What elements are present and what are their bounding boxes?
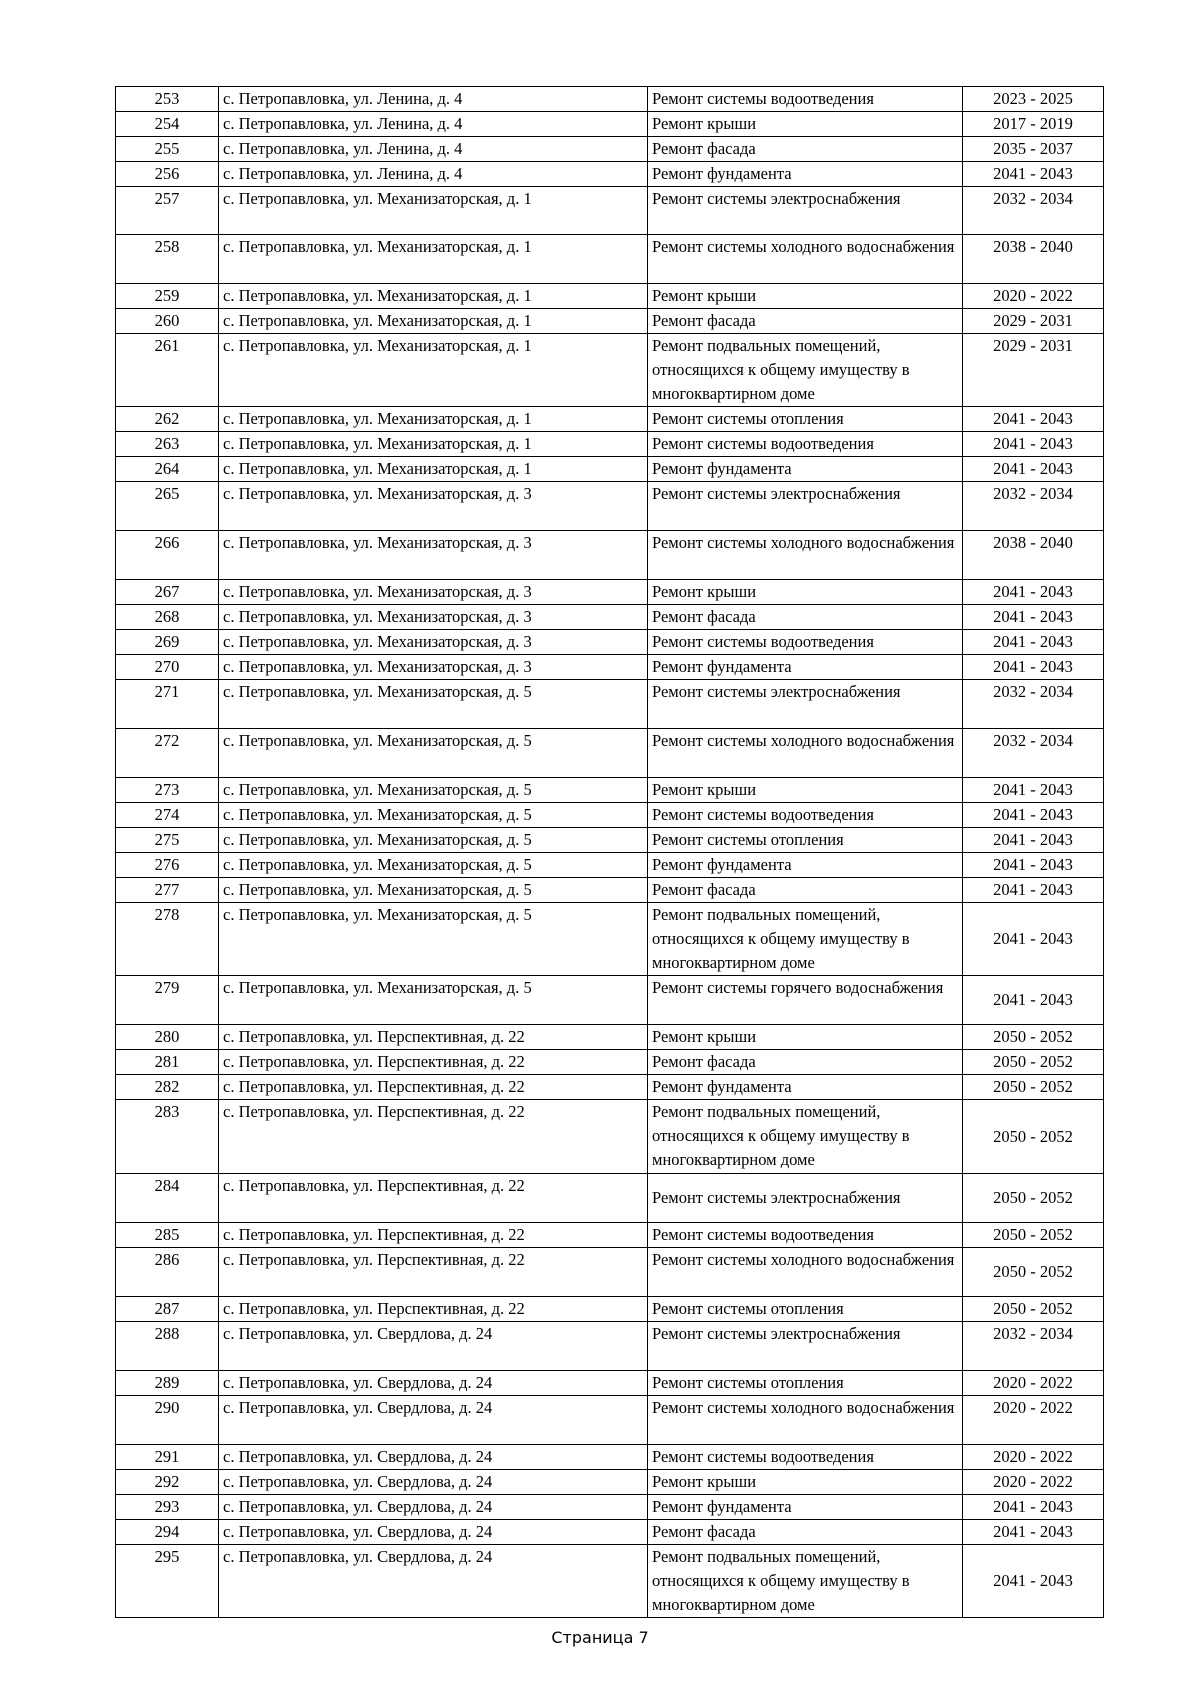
table-row — [116, 1520, 1104, 1545]
row-number: 284 — [116, 1174, 219, 1223]
table-row — [116, 187, 1104, 235]
row-address: с. Петропавловка, ул. Свердлова, д. 24 — [219, 1470, 648, 1495]
row-work-type: Ремонт системы водоотведения — [648, 630, 963, 655]
row-address: с. Петропавловка, ул. Механизаторская, д. 5 — [219, 853, 648, 878]
row-period: 2020 - 2022 — [963, 1396, 1104, 1445]
row-period: 2020 - 2022 — [963, 1445, 1104, 1470]
table-row — [116, 309, 1104, 334]
row-number: 262 — [116, 407, 219, 432]
table-row — [116, 112, 1104, 137]
page-number: Страница 7 — [551, 1628, 649, 1647]
row-number: 276 — [116, 853, 219, 878]
row-number: 253 — [116, 87, 219, 112]
row-address: с. Петропавловка, ул. Ленина, д. 4 — [219, 87, 648, 112]
row-period: 2020 - 2022 — [963, 1371, 1104, 1396]
row-address: с. Петропавловка, ул. Перспективная, д. 22 — [219, 1025, 648, 1050]
table-row — [116, 482, 1104, 531]
row-address: с. Петропавловка, ул. Механизаторская, д. 3 — [219, 531, 648, 580]
row-address: с. Петропавловка, ул. Механизаторская, д. 1 — [219, 187, 648, 235]
row-number: 279 — [116, 976, 219, 1025]
row-work-type: Ремонт фасада — [648, 309, 963, 334]
row-number: 254 — [116, 112, 219, 137]
table-row — [116, 162, 1104, 187]
row-work-type: Ремонт системы отопления — [648, 828, 963, 853]
table-row — [116, 1174, 1104, 1223]
row-work-type: Ремонт фасада — [648, 605, 963, 630]
works-table — [115, 86, 1104, 1618]
row-number: 260 — [116, 309, 219, 334]
row-number: 272 — [116, 729, 219, 778]
row-address: с. Петропавловка, ул. Перспективная, д. 22 — [219, 1223, 648, 1248]
row-work-type: Ремонт фасада — [648, 1520, 963, 1545]
row-address: с. Петропавловка, ул. Механизаторская, д. 5 — [219, 729, 648, 778]
row-work-type: Ремонт крыши — [648, 580, 963, 605]
row-work-type: Ремонт фундамента — [648, 1495, 963, 1520]
row-work-type: Ремонт системы отопления — [648, 407, 963, 432]
row-address: с. Петропавловка, ул. Механизаторская, д. 5 — [219, 680, 648, 729]
row-number: 290 — [116, 1396, 219, 1445]
row-period: 2050 - 2052 — [963, 1248, 1104, 1297]
row-work-type: Ремонт системы отопления — [648, 1297, 963, 1322]
row-work-type: Ремонт крыши — [648, 1025, 963, 1050]
row-period: 2032 - 2034 — [963, 187, 1104, 235]
row-period: 2029 - 2031 — [963, 309, 1104, 334]
row-period: 2041 - 2043 — [963, 853, 1104, 878]
row-period: 2017 - 2019 — [963, 112, 1104, 137]
row-address: с. Петропавловка, ул. Механизаторская, д. 1 — [219, 284, 648, 309]
row-period: 2035 - 2037 — [963, 137, 1104, 162]
table-row — [116, 137, 1104, 162]
row-number: 282 — [116, 1075, 219, 1100]
row-number: 263 — [116, 432, 219, 457]
table-row — [116, 729, 1104, 778]
row-number: 273 — [116, 778, 219, 803]
table-row — [116, 878, 1104, 903]
row-work-type: Ремонт крыши — [648, 778, 963, 803]
table-row — [116, 1050, 1104, 1075]
row-address: с. Петропавловка, ул. Свердлова, д. 24 — [219, 1445, 648, 1470]
row-period: 2041 - 2043 — [963, 162, 1104, 187]
table-row — [116, 828, 1104, 853]
row-number: 286 — [116, 1248, 219, 1297]
row-number: 280 — [116, 1025, 219, 1050]
row-period: 2032 - 2034 — [963, 729, 1104, 778]
row-address: с. Петропавловка, ул. Ленина, д. 4 — [219, 137, 648, 162]
row-period: 2032 - 2034 — [963, 680, 1104, 729]
row-number: 274 — [116, 803, 219, 828]
row-work-type: Ремонт подвальных помещений, относящихся к общему имуществу в многоквартирном доме — [648, 903, 963, 976]
row-period: 2050 - 2052 — [963, 1050, 1104, 1075]
row-address: с. Петропавловка, ул. Механизаторская, д. 1 — [219, 432, 648, 457]
table-row — [116, 235, 1104, 284]
row-work-type: Ремонт системы электроснабжения — [648, 1322, 963, 1371]
row-period: 2041 - 2043 — [963, 580, 1104, 605]
row-number: 271 — [116, 680, 219, 729]
row-address: с. Петропавловка, ул. Перспективная, д. 22 — [219, 1075, 648, 1100]
row-number: 285 — [116, 1223, 219, 1248]
row-work-type: Ремонт фундамента — [648, 655, 963, 680]
row-number: 291 — [116, 1445, 219, 1470]
row-work-type: Ремонт системы электроснабжения — [648, 1174, 963, 1223]
row-work-type: Ремонт крыши — [648, 284, 963, 309]
table-row — [116, 87, 1104, 112]
row-period: 2050 - 2052 — [963, 1100, 1104, 1174]
table-row — [116, 976, 1104, 1025]
row-work-type: Ремонт фасада — [648, 878, 963, 903]
row-work-type: Ремонт системы водоотведения — [648, 432, 963, 457]
row-number: 293 — [116, 1495, 219, 1520]
row-work-type: Ремонт системы водоотведения — [648, 87, 963, 112]
row-period: 2041 - 2043 — [963, 878, 1104, 903]
row-address: с. Петропавловка, ул. Перспективная, д. 22 — [219, 1248, 648, 1297]
row-work-type: Ремонт подвальных помещений, относящихся к общему имуществу в многоквартирном доме — [648, 1100, 963, 1174]
row-address: с. Петропавловка, ул. Механизаторская, д. 5 — [219, 976, 648, 1025]
row-period: 2050 - 2052 — [963, 1174, 1104, 1223]
table-row — [116, 457, 1104, 482]
row-number: 275 — [116, 828, 219, 853]
row-number: 264 — [116, 457, 219, 482]
row-work-type: Ремонт системы холодного водоснабжения — [648, 1248, 963, 1297]
table-row — [116, 903, 1104, 976]
row-work-type: Ремонт крыши — [648, 1470, 963, 1495]
row-period: 2041 - 2043 — [963, 1545, 1104, 1618]
table-row — [116, 1545, 1104, 1618]
row-address: с. Петропавловка, ул. Механизаторская, д. 3 — [219, 630, 648, 655]
row-number: 288 — [116, 1322, 219, 1371]
row-period: 2041 - 2043 — [963, 803, 1104, 828]
row-period: 2032 - 2034 — [963, 482, 1104, 531]
row-period: 2041 - 2043 — [963, 903, 1104, 976]
row-work-type: Ремонт системы электроснабжения — [648, 187, 963, 235]
row-address: с. Петропавловка, ул. Перспективная, д. 22 — [219, 1174, 648, 1223]
row-period: 2038 - 2040 — [963, 235, 1104, 284]
row-work-type: Ремонт фасада — [648, 1050, 963, 1075]
row-number: 295 — [116, 1545, 219, 1618]
row-address: с. Петропавловка, ул. Ленина, д. 4 — [219, 112, 648, 137]
row-number: 256 — [116, 162, 219, 187]
row-address: с. Петропавловка, ул. Механизаторская, д. 1 — [219, 457, 648, 482]
row-work-type: Ремонт фасада — [648, 137, 963, 162]
table-row — [116, 1322, 1104, 1371]
row-address: с. Петропавловка, ул. Перспективная, д. 22 — [219, 1297, 648, 1322]
table-row — [116, 1025, 1104, 1050]
row-address: с. Петропавловка, ул. Свердлова, д. 24 — [219, 1396, 648, 1445]
table-row — [116, 1223, 1104, 1248]
row-address: с. Петропавловка, ул. Механизаторская, д. 5 — [219, 828, 648, 853]
row-address: с. Петропавловка, ул. Механизаторская, д. 1 — [219, 235, 648, 284]
row-work-type: Ремонт системы водоотведения — [648, 1223, 963, 1248]
table-row — [116, 284, 1104, 309]
row-address: с. Петропавловка, ул. Механизаторская, д. 1 — [219, 407, 648, 432]
row-address: с. Петропавловка, ул. Механизаторская, д. 5 — [219, 878, 648, 903]
row-address: с. Петропавловка, ул. Ленина, д. 4 — [219, 162, 648, 187]
row-number: 294 — [116, 1520, 219, 1545]
row-number: 268 — [116, 605, 219, 630]
table-row — [116, 1248, 1104, 1297]
row-work-type: Ремонт системы электроснабжения — [648, 482, 963, 531]
row-number: 267 — [116, 580, 219, 605]
row-work-type: Ремонт фундамента — [648, 853, 963, 878]
table-row — [116, 630, 1104, 655]
row-work-type: Ремонт фундамента — [648, 1075, 963, 1100]
table-row — [116, 407, 1104, 432]
table-row — [116, 605, 1104, 630]
row-address: с. Петропавловка, ул. Свердлова, д. 24 — [219, 1371, 648, 1396]
table-row — [116, 1371, 1104, 1396]
row-period: 2041 - 2043 — [963, 605, 1104, 630]
row-period: 2020 - 2022 — [963, 1470, 1104, 1495]
row-work-type: Ремонт системы водоотведения — [648, 803, 963, 828]
table-row — [116, 334, 1104, 407]
row-period: 2050 - 2052 — [963, 1297, 1104, 1322]
row-number: 265 — [116, 482, 219, 531]
table-row — [116, 655, 1104, 680]
row-number: 283 — [116, 1100, 219, 1174]
row-work-type: Ремонт системы холодного водоснабжения — [648, 729, 963, 778]
row-address: с. Петропавловка, ул. Механизаторская, д. 5 — [219, 778, 648, 803]
row-address: с. Петропавловка, ул. Механизаторская, д. 3 — [219, 580, 648, 605]
row-period: 2041 - 2043 — [963, 457, 1104, 482]
row-number: 258 — [116, 235, 219, 284]
table-row — [116, 1297, 1104, 1322]
row-work-type: Ремонт системы электроснабжения — [648, 680, 963, 729]
table-row — [116, 1470, 1104, 1495]
row-period: 2032 - 2034 — [963, 1322, 1104, 1371]
row-period: 2041 - 2043 — [963, 432, 1104, 457]
row-address: с. Петропавловка, ул. Механизаторская, д. 5 — [219, 903, 648, 976]
row-number: 281 — [116, 1050, 219, 1075]
row-work-type: Ремонт подвальных помещений, относящихся к общему имуществу в многоквартирном доме — [648, 1545, 963, 1618]
row-address: с. Петропавловка, ул. Свердлова, д. 24 — [219, 1520, 648, 1545]
row-period: 2041 - 2043 — [963, 828, 1104, 853]
row-number: 257 — [116, 187, 219, 235]
row-number: 259 — [116, 284, 219, 309]
row-period: 2041 - 2043 — [963, 976, 1104, 1025]
row-address: с. Петропавловка, ул. Свердлова, д. 24 — [219, 1495, 648, 1520]
row-number: 269 — [116, 630, 219, 655]
row-period: 2038 - 2040 — [963, 531, 1104, 580]
row-period: 2041 - 2043 — [963, 1495, 1104, 1520]
table-row — [116, 531, 1104, 580]
table-row — [116, 432, 1104, 457]
table-row — [116, 853, 1104, 878]
table-row — [116, 1445, 1104, 1470]
table-row — [116, 580, 1104, 605]
row-number: 277 — [116, 878, 219, 903]
table-row — [116, 778, 1104, 803]
row-number: 278 — [116, 903, 219, 976]
row-address: с. Петропавловка, ул. Механизаторская, д. 5 — [219, 803, 648, 828]
table-row — [116, 1075, 1104, 1100]
row-number: 270 — [116, 655, 219, 680]
works-table-body — [116, 87, 1104, 1618]
row-address: с. Петропавловка, ул. Механизаторская, д. 1 — [219, 309, 648, 334]
row-period: 2041 - 2043 — [963, 1520, 1104, 1545]
row-number: 289 — [116, 1371, 219, 1396]
row-work-type: Ремонт системы холодного водоснабжения — [648, 531, 963, 580]
table-row — [116, 1396, 1104, 1445]
row-period: 2041 - 2043 — [963, 655, 1104, 680]
row-period: 2041 - 2043 — [963, 778, 1104, 803]
row-period: 2020 - 2022 — [963, 284, 1104, 309]
row-period: 2050 - 2052 — [963, 1075, 1104, 1100]
row-period: 2050 - 2052 — [963, 1025, 1104, 1050]
row-number: 287 — [116, 1297, 219, 1322]
table-row — [116, 803, 1104, 828]
row-address: с. Петропавловка, ул. Свердлова, д. 24 — [219, 1545, 648, 1618]
row-period: 2023 - 2025 — [963, 87, 1104, 112]
row-work-type: Ремонт системы горячего водоснабжения — [648, 976, 963, 1025]
row-number: 292 — [116, 1470, 219, 1495]
row-work-type: Ремонт фундамента — [648, 162, 963, 187]
row-work-type: Ремонт фундамента — [648, 457, 963, 482]
row-address: с. Петропавловка, ул. Механизаторская, д. 3 — [219, 605, 648, 630]
row-work-type: Ремонт системы холодного водоснабжения — [648, 235, 963, 284]
row-number: 261 — [116, 334, 219, 407]
table-row — [116, 680, 1104, 729]
row-work-type: Ремонт системы водоотведения — [648, 1445, 963, 1470]
row-work-type: Ремонт системы холодного водоснабжения — [648, 1396, 963, 1445]
table-row — [116, 1495, 1104, 1520]
row-address: с. Петропавловка, ул. Перспективная, д. 22 — [219, 1050, 648, 1075]
row-work-type: Ремонт системы отопления — [648, 1371, 963, 1396]
row-work-type: Ремонт крыши — [648, 112, 963, 137]
row-number: 255 — [116, 137, 219, 162]
row-address: с. Петропавловка, ул. Механизаторская, д. 1 — [219, 334, 648, 407]
row-period: 2050 - 2052 — [963, 1223, 1104, 1248]
row-period: 2041 - 2043 — [963, 630, 1104, 655]
row-period: 2041 - 2043 — [963, 407, 1104, 432]
row-address: с. Петропавловка, ул. Механизаторская, д. 3 — [219, 655, 648, 680]
row-number: 266 — [116, 531, 219, 580]
row-address: с. Петропавловка, ул. Механизаторская, д. 3 — [219, 482, 648, 531]
table-row — [116, 1100, 1104, 1174]
row-work-type: Ремонт подвальных помещений, относящихся к общему имуществу в многоквартирном доме — [648, 334, 963, 407]
row-address: с. Петропавловка, ул. Перспективная, д. 22 — [219, 1100, 648, 1174]
row-address: с. Петропавловка, ул. Свердлова, д. 24 — [219, 1322, 648, 1371]
row-period: 2029 - 2031 — [963, 334, 1104, 407]
